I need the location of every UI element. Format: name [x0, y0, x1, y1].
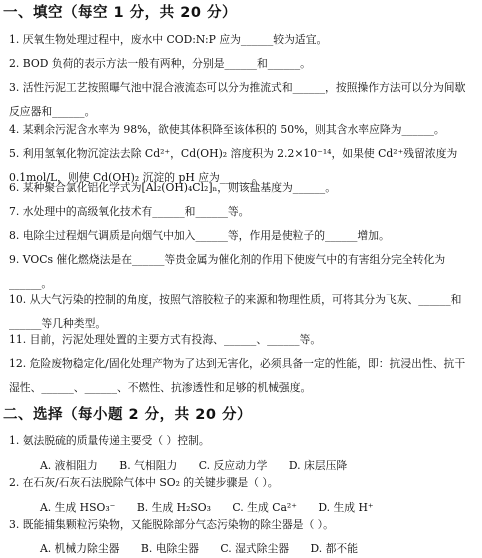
fill-question-2: 2. BOD 负荷的表示方法一般有两种，分别是______和______。	[9, 57, 311, 70]
fill-question-12: 12. 危险废物稳定化/固化处理产物为了达到无害化，必须具备一定的性能，即：抗浸出性、抗干湿性、______、______、不燃性、抗渗透性和足够的机械强度。	[9, 357, 466, 394]
fill-question-8: 8. 电除尘过程烟气调质是向烟气中加入______等，作用是使粒子的______增加。	[9, 229, 390, 242]
option-b: B. 电除尘器	[140, 542, 199, 555]
option-d: D. 都不能	[310, 542, 359, 555]
section-title-fill-blank: 一、填空（每空 1 分，共 20 分）	[3, 5, 237, 21]
option-a: A. 机械力除尘器	[40, 542, 120, 555]
option-b: B. 气相阻力	[119, 459, 178, 472]
fill-question-7: 7. 水处理中的高级氧化技术有______和______等。	[9, 205, 250, 218]
option-a: A. 生成 HSO₃⁻	[40, 501, 116, 514]
option-c: C. 生成 Ca²⁺	[232, 501, 297, 514]
fill-question-5: 5. 利用氢氧化物沉淀法去除 Cd²⁺，Cd(OH)₂ 溶度积为 2.2×10⁻¹⁴，如果使 Cd²⁺残留浓度为 0.1mol/L，则使 Cd(OH)₂ 沉淀的 pH 应为______。	[9, 147, 458, 184]
fill-question-10: 10. 从大气污染的控制的角度，按照气溶胶粒子的来源和物理性质，可将其分为飞灰、______和______等几种类型。	[9, 293, 462, 330]
choice-question-3-options	[40, 541, 376, 556]
choice-question-2: 2. 在石灰/石灰石法脱除气体中 SO₂ 的关键步骤是（ ）。	[9, 476, 279, 489]
option-d: D. 生成 H⁺	[318, 501, 374, 514]
option-d: D. 床层压降	[288, 459, 348, 472]
fill-question-3: 3. 活性污泥工艺按照曝气池中混合液流态可以分为推流式和______，按照操作方法可以分为间歇反应器和______。	[9, 81, 466, 118]
fill-question-4: 4. 某剩余污泥含水率为 98%，欲使其体积降至该体积的 50%，则其含水率应降为______。	[9, 123, 445, 136]
fill-question-6: 6. 某种聚合氯化铝化学式为[Al₂(OH)₄Cl₂]ₙ，则该盐基度为______。	[9, 181, 336, 194]
choice-question-3: 3. 既能捕集颗粒污染物，又能脱除部分气态污染物的除尘器是（ ）。	[9, 518, 334, 531]
fill-question-9: 9. VOCs 催化燃烧法是在______等贵金属为催化剂的作用下使废气中的有害组分完全转化为______。	[9, 253, 446, 290]
fill-question-1: 1. 厌氧生物处理过程中，废水中 COD:N:P 应为______较为适宜。	[9, 33, 328, 46]
option-c: C. 湿式除尘器	[220, 542, 290, 555]
section-title-multiple-choice: 二、选择（每小题 2 分，共 20 分）	[3, 407, 252, 423]
option-b: B. 生成 H₂SO₃	[136, 501, 211, 514]
choice-question-1: 1. 氨法脱硫的质量传递主要受（ ）控制。	[9, 434, 210, 447]
option-a: A. 液相阻力	[40, 459, 98, 472]
option-c: C. 反应动力学	[198, 459, 268, 472]
fill-question-11: 11. 目前，污泥处理处置的主要方式有投海、______、______等。	[9, 333, 322, 346]
